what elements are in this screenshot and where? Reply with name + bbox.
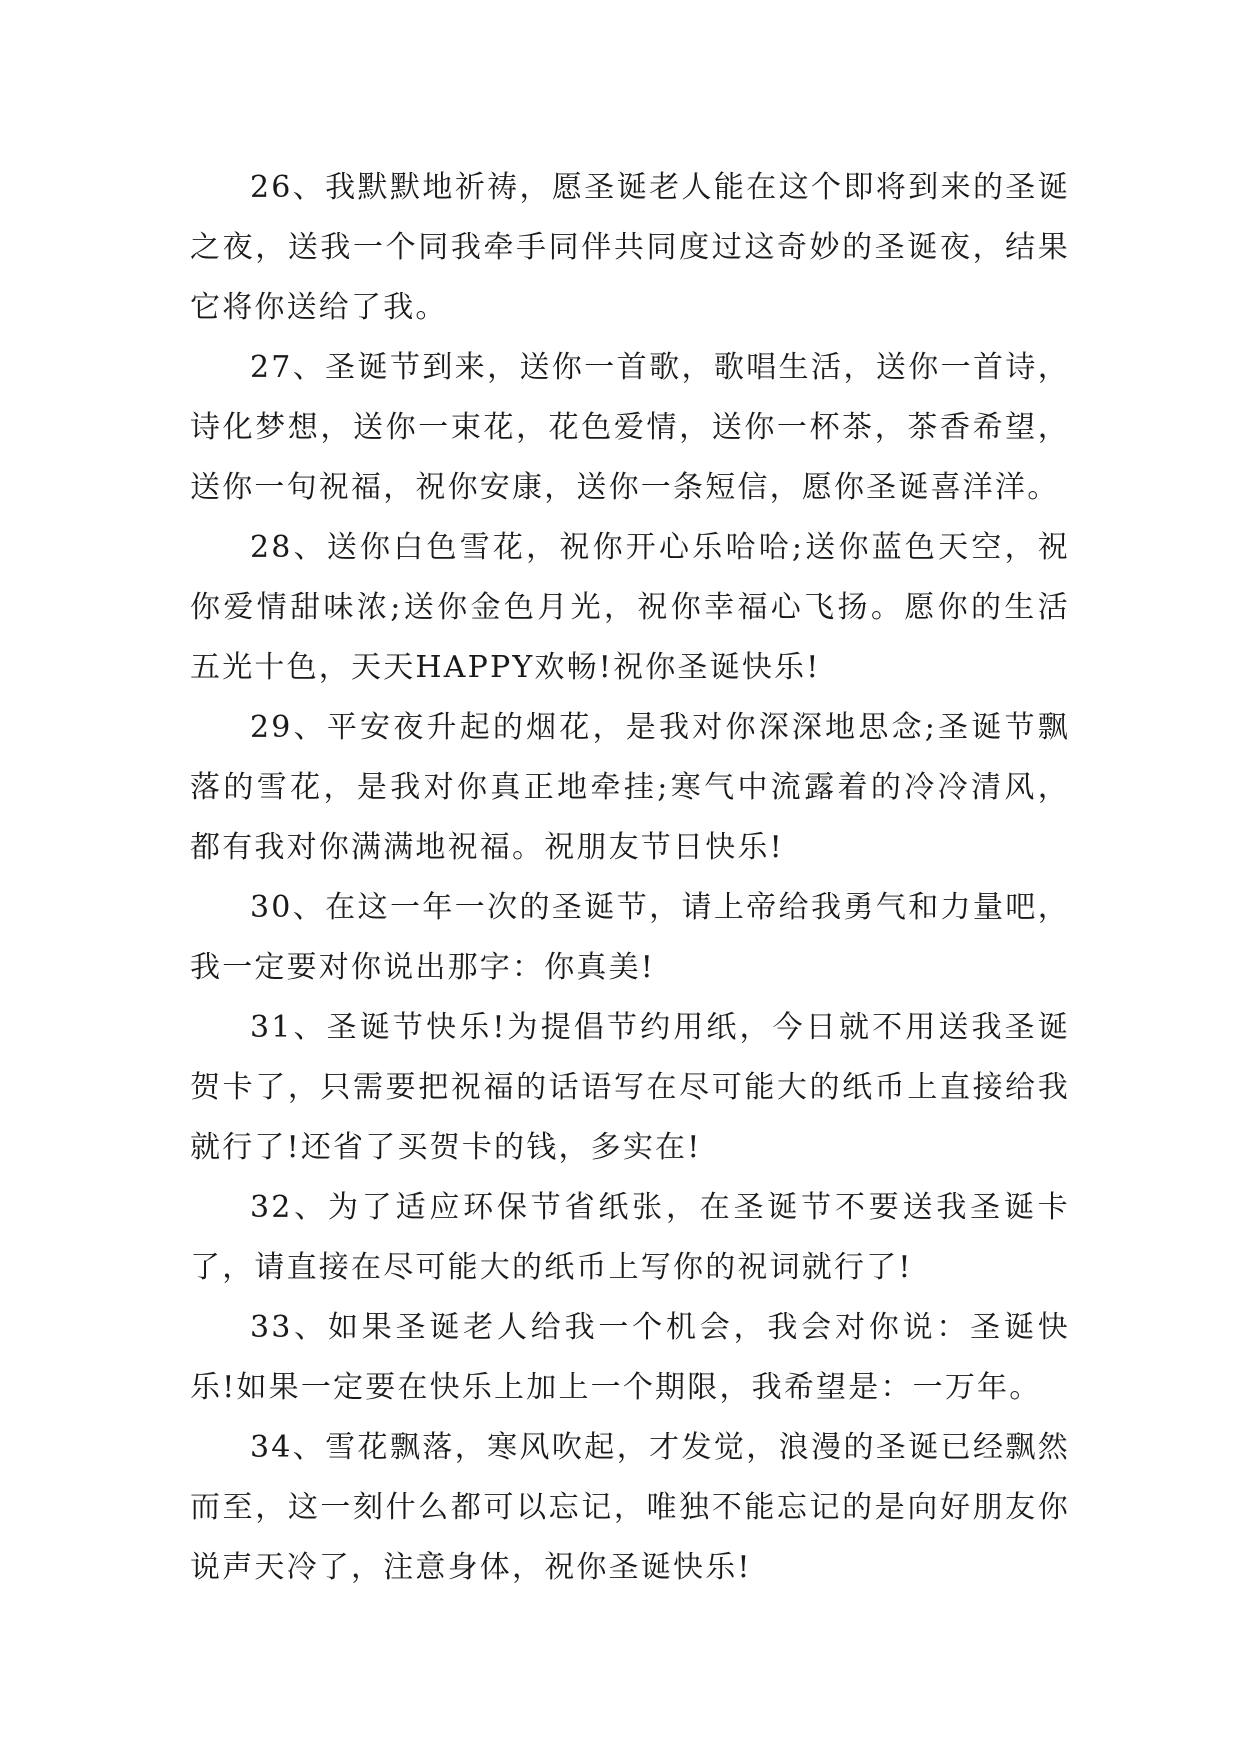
paragraph-28: 28、送你白色雪花，祝你开心乐哈哈;送你蓝色天空，祝你爱情甜味浓;送你金色月光，祝你幸福心飞扬。愿你的生活五光十色，天天HAPPY欢畅!祝你圣诞快乐! bbox=[190, 530, 1070, 685]
paragraph-26: 26、我默默地祈祷，愿圣诞老人能在这个即将到来的圣诞之夜，送我一个同我牵手同伴共同度过这奇妙的圣诞夜，结果它将你送给了我。 bbox=[190, 170, 1070, 325]
paragraph-34: 34、雪花飘落，寒风吹起，才发觉，浪漫的圣诞已经飘然而至，这一刻什么都可以忘记，唯独不能忘记的是向好朋友你说声天冷了，注意身体，祝你圣诞快乐! bbox=[190, 1430, 1070, 1585]
paragraph-30: 30、在这一年一次的圣诞节，请上帝给我勇气和力量吧，我一定要对你说出那字：你真美! bbox=[190, 890, 1070, 985]
paragraph-33: 33、如果圣诞老人给我一个机会，我会对你说：圣诞快乐!如果一定要在快乐上加上一个期限，我希望是：一万年。 bbox=[190, 1310, 1070, 1405]
paragraph-31: 31、圣诞节快乐!为提倡节约用纸，今日就不用送我圣诞贺卡了，只需要把祝福的话语写在尽可能大的纸币上直接给我就行了!还省了买贺卡的钱，多实在! bbox=[190, 1010, 1070, 1165]
document-body bbox=[190, 158, 1070, 1598]
paragraph-27: 27、圣诞节到来，送你一首歌，歌唱生活，送你一首诗，诗化梦想，送你一束花，花色爱情，送你一杯茶，茶香希望，送你一句祝福，祝你安康，送你一条短信，愿你圣诞喜洋洋。 bbox=[190, 350, 1070, 505]
paragraph-32: 32、为了适应环保节省纸张，在圣诞节不要送我圣诞卡了，请直接在尽可能大的纸币上写你的祝词就行了! bbox=[190, 1190, 1070, 1285]
paragraph-29: 29、平安夜升起的烟花，是我对你深深地思念;圣诞节飘落的雪花，是我对你真正地牵挂;寒气中流露着的冷冷清风，都有我对你满满地祝福。祝朋友节日快乐! bbox=[190, 710, 1070, 865]
